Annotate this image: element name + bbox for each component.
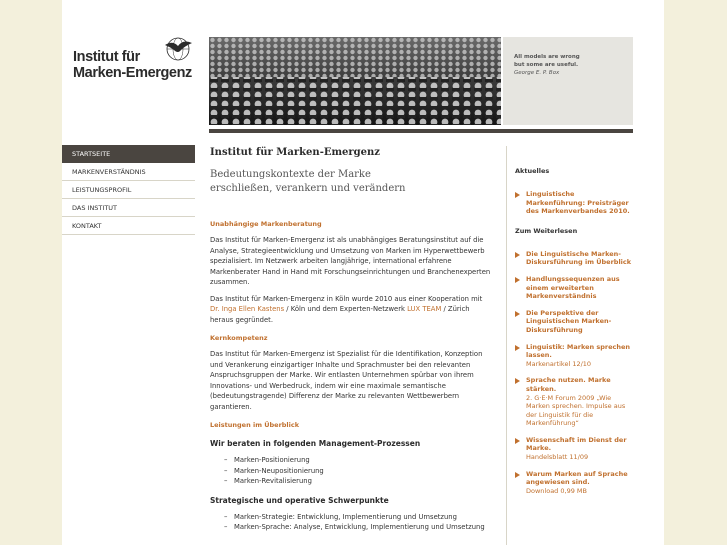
sidebar-item-source: Download 0,99 MB [526, 486, 587, 495]
main-content [210, 146, 492, 533]
page-title: Institut für Marken-Emergenz [210, 147, 380, 158]
gruendung-text-c: / Zürich heraus gegründet. [210, 305, 470, 324]
list-item: – Marken-Revitalisierung [210, 476, 492, 487]
nav-item-markenverstaendnis[interactable]: MARKENVERSTÄNDNIS [62, 163, 195, 181]
gruendung-text-a: Das Institut für Marken-Emergenz in Köln wurde 2010 aus einer Kooperation mit [210, 294, 483, 303]
logo-line2: Marken-Emergenz [73, 65, 192, 81]
sidebar-item-title[interactable]: Die Linguistische Marken-Diskursführung im Überblick [526, 249, 632, 267]
paragraph-gruendung [210, 294, 492, 326]
nav-item-das-institut[interactable]: DAS INSTITUT [62, 199, 195, 217]
sidebar [515, 166, 635, 495]
list-item: – Marken-Sprache: Analyse, Entwicklung, Implementierung und Umsetzung [210, 522, 492, 533]
sidebar-item-title[interactable]: Linguistische Markenführung: Preisträger des Markenverbandes 2010. [526, 190, 630, 216]
section-heading-kernkompetenz: Kernkompetenz [210, 334, 268, 342]
list-item: – Marken-Positionierung [210, 455, 492, 466]
sidebar-more-item[interactable] [515, 470, 635, 496]
sidebar-heading-news: Aktuelles [515, 167, 550, 175]
sidebar-more-item[interactable] [515, 250, 635, 267]
paragraph-beratung: Das Institut für Marken-Emergenz ist als unabhängiges Beratungsinstitut auf die Analyse, Strategieentwicklung und Umsetzung von Marken im Hyperwettbewerb spezialisiert. Im Netzwerk arbeiten langjährige, international erfahrene Markenberater Hand in Hand mit Forschungseinrichtungen und Branchenexperten zusammen. [210, 236, 491, 286]
page-container [62, 0, 664, 545]
subtitle-line2: erschließen, verankern und verändern [210, 183, 406, 194]
section-heading-beratung: Unabhängige Markenberatung [210, 220, 322, 228]
list-item: – Marken-Strategie: Entwicklung, Implementierung und Umsetzung [210, 512, 492, 523]
sidebar-news-item[interactable] [515, 190, 635, 216]
subtitle-line1: Bedeutungskontexte der Marke [210, 169, 371, 180]
institute-logo[interactable] [73, 36, 197, 88]
sidebar-more-item[interactable] [515, 436, 635, 462]
header-divider [209, 129, 633, 133]
sidebar-item-source: 2. G·E·M Forum 2009 „Wie Marken sprechen. Impulse aus der Linguistik für die Markenführung“ [526, 393, 626, 428]
group-title-management: Wir beraten in folgenden Management-Prozessen [210, 439, 421, 448]
main-navigation [62, 145, 195, 235]
column-divider [506, 146, 507, 545]
quote-author: George E. P. Box [514, 70, 560, 76]
page-subtitle [210, 168, 492, 196]
list-schwerpunkte [210, 512, 492, 533]
sidebar-item-source: Markenartikel 12/10 [526, 359, 592, 368]
group-title-schwerpunkte: Strategische und operative Schwerpunkte [210, 495, 389, 505]
sidebar-more-item[interactable] [515, 309, 635, 335]
logo-line1: Institut für [73, 49, 140, 65]
sidebar-item-title[interactable]: Die Perspektive der Linguistischen Marken-Diskursführung [526, 308, 612, 334]
sidebar-item-title[interactable]: Linguistik: Marken sprechen lassen. [526, 342, 631, 360]
quote-line1: All models are wrong [514, 54, 580, 60]
section-heading-leistungen: Leistungen im Überblick [210, 421, 300, 429]
paragraph-kernkompetenz: Das Institut für Marken-Emergenz ist Spezialist für die Identifikation, Konzeption und Verankerung einzigartiger Inhalte und Sprachmuster bei den relevanten Anspruchsgruppen der Marke. Wir entlasten Unternehmen spürbar von ihrem Innovations- und Werbedruck, indem wir eine maximale semantische (bedeutungstragende) Differenz der Marke zu relevanten Wettbewerbern garantieren. [210, 350, 483, 411]
sidebar-heading-more: Zum Weiterlesen [515, 226, 578, 235]
sidebar-more-item[interactable] [515, 343, 635, 369]
quote-box [503, 37, 633, 125]
nav-item-leistungsprofil[interactable]: LEISTUNGSPROFIL [62, 181, 195, 199]
nav-item-kontakt[interactable]: KONTAKT [62, 217, 195, 235]
sidebar-more-item[interactable] [515, 376, 635, 428]
quote-line2: but some are useful. [514, 62, 579, 68]
sidebar-item-title[interactable]: Sprache nutzen. Marke stärken. [526, 376, 611, 393]
sidebar-item-title[interactable]: Wissenschaft im Dienst der Marke. [526, 435, 627, 453]
sidebar-item-title[interactable]: Handlungssequenzen aus einem erweiterten Markenverständnis [526, 274, 620, 301]
lux-team-link[interactable]: LUX TEAM [407, 305, 442, 313]
sidebar-more-item[interactable] [515, 275, 635, 301]
crowd-photo [209, 37, 501, 125]
globe-bird-icon [161, 36, 195, 62]
gruendung-text-b: / Köln und dem Experten-Netzwerk [284, 305, 408, 313]
sidebar-item-title[interactable]: Warum Marken auf Sprache angewiesen sind. [526, 469, 628, 487]
crowd-banner-image [209, 37, 501, 125]
list-management [210, 455, 492, 487]
list-item: – Marken-Neupositionierung [210, 466, 492, 477]
sidebar-item-source: Handelsblatt 11/09 [526, 453, 589, 462]
nav-item-startseite[interactable]: STARTSEITE [62, 145, 195, 163]
kastens-link[interactable]: Dr. Inga Ellen Kastens [210, 305, 285, 313]
